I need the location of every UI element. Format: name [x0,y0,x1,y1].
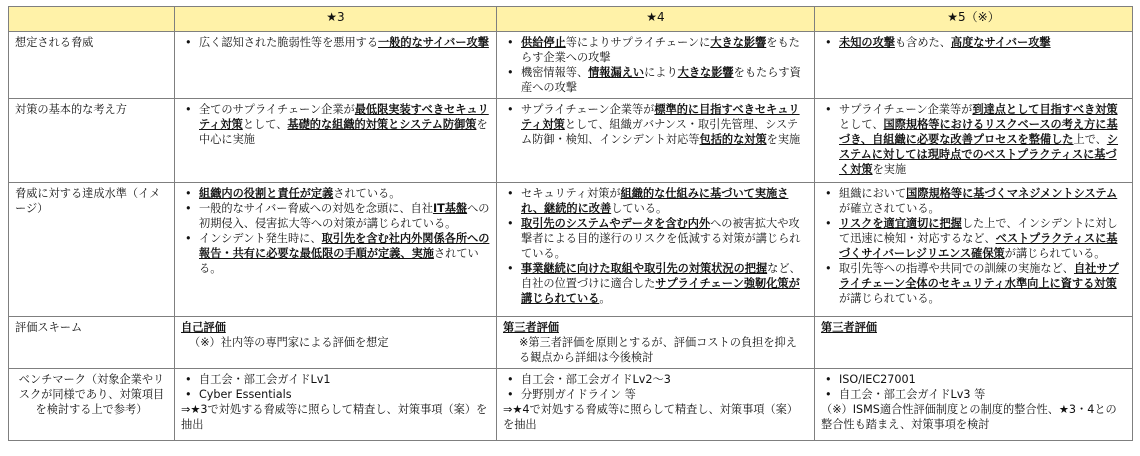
cell-threat-star5 [815,32,1133,99]
list-item: • サプライチェーン企業等が到達点として目指すべき対策として、国際規格等におけるリスクベースの考え方に基づき、自組織に必要な改善プロセスを整備した上で、システムに対しては現時点でのベストプラクティスに基づく対策を実施 [821,102,1126,177]
cell-level-star4 [497,183,815,317]
row-approach [9,99,1133,183]
list-item: • 自工会・部工会ガイドLv1 [181,372,490,387]
header-star5: ★5（※） [815,7,1133,32]
list-item: • 一般的なサイバー脅威への対処を念頭に、自社IT基盤への初期侵入、侵害拡大等への対策が講じられている。 [181,201,490,231]
list-item: • セキュリティ対策が組織的な仕組みに基づいて実施され、継続的に改善している。 [503,186,808,216]
row-label-benchmark: ベンチマーク（対象企業やリスクが同様であり、対策項目を検討する上で参考） [9,369,175,441]
cell-approach-star4 [497,99,815,183]
cell-benchmark-star3 [175,369,497,441]
header-star3: ★3 [175,7,497,32]
row-label-approach: 対策の基本的な考え方 [9,99,175,183]
cell-scheme-star5 [815,317,1133,369]
scheme-note: ※第三者評価を原則とするが、評価コストの負担を抑える観点から詳細は今後検討 [519,336,797,364]
benchmark-arrow-note: ⇒★3で対処する脅威等に照らして精査し、対策事項（案）を抽出 [181,403,488,431]
row-level [9,183,1133,317]
list-item: • Cyber Essentials [181,387,490,402]
list-item: • 取引先等への指導や共同での訓練の実施など、自社サプライチェーン全体のセキュリティ水準向上に資する対策が講じられている。 [821,261,1126,306]
list-item: • インシデント発生時に、取引先を含む社内外関係各所への報告・共有に必要な最低限の手順が定義、実施されている。 [181,231,490,276]
header-star4: ★4 [497,7,815,32]
benchmark-note: （※）ISMS適合性評価制度との制度的整合性、★3・4との整合性も踏まえ、対策事項を検討 [821,403,1117,431]
list-item: • サプライチェーン企業等が標準的に目指すべきセキュリティ対策として、組織ガバナンス・取引先管理、システム防御・検知、インシデント対応等包括的な対策を実施 [503,102,808,147]
list-item: • 組織において国際規格等に基づくマネジメントシステムが確立されている。 [821,186,1126,216]
list-item: • リスクを適宜適切に把握した上で、インシデントに対して迅速に検知・対応するなど、ベストプラクティスに基づくサイバーレジリエンス確保策が講じられている。 [821,216,1126,261]
cell-level-star5 [815,183,1133,317]
row-threat [9,32,1133,99]
list-item: • 未知の攻撃も含めた、高度なサイバー攻撃 [821,35,1126,50]
list-item: • 機密情報等、情報漏えいにより大きな影響をもたらす資産への攻撃 [503,65,808,95]
list-item: • 組織内の役割と責任が定義されている。 [181,186,490,201]
list-item: • ISO/IEC27001 [821,372,1126,387]
scheme-note: （※）社内等の専門家による評価を想定 [189,336,389,349]
list-item: • 自工会・部工会ガイドLv3 等 [821,387,1126,402]
scheme-title: 第三者評価 [503,321,559,334]
cell-approach-star3 [175,99,497,183]
row-scheme [9,317,1133,369]
list-item: • 自工会・部工会ガイドLv2～3 [503,372,808,387]
list-item: • 分野別ガイドライン 等 [503,387,808,402]
cell-scheme-star4 [497,317,815,369]
cell-level-star3 [175,183,497,317]
benchmark-arrow-note: ⇒★4で対処する脅威等に照らして精査し、対策事項（案）を抽出 [503,403,799,431]
cell-threat-star3 [175,32,497,99]
row-label-threat: 想定される脅威 [9,32,175,99]
header-row [9,7,1133,32]
row-label-scheme: 評価スキーム [9,317,175,369]
row-label-level: 脅威に対する達成水準（イメージ） [9,183,175,317]
row-benchmark [9,369,1133,441]
list-item: • 広く認知された脆弱性等を悪用する一般的なサイバー攻撃 [181,35,490,50]
scheme-title: 自己評価 [181,321,226,334]
cell-scheme-star3 [175,317,497,369]
list-item: • 供給停止等によりサプライチェーンに大きな影響をもたらす企業への攻撃 [503,35,808,65]
cell-benchmark-star4 [497,369,815,441]
list-item: • 取引先のシステムやデータを含む内外への被害拡大や攻撃者による目的遂行のリスクを低減する対策が講じられている。 [503,216,808,261]
list-item: • 事業継続に向けた取組や取引先の対策状況の把握など、自社の位置づけに適合したサプライチェーン強靭化策が講じられている。 [503,261,808,306]
star-level-comparison-table [8,6,1133,441]
cell-threat-star4 [497,32,815,99]
cell-benchmark-star5 [815,369,1133,441]
header-corner [9,7,175,32]
scheme-title: 第三者評価 [821,321,877,334]
cell-approach-star5 [815,99,1133,183]
list-item: • 全てのサプライチェーン企業が最低限実装すべきセキュリティ対策として、基礎的な組織的対策とシステム防御策を中心に実施 [181,102,490,147]
